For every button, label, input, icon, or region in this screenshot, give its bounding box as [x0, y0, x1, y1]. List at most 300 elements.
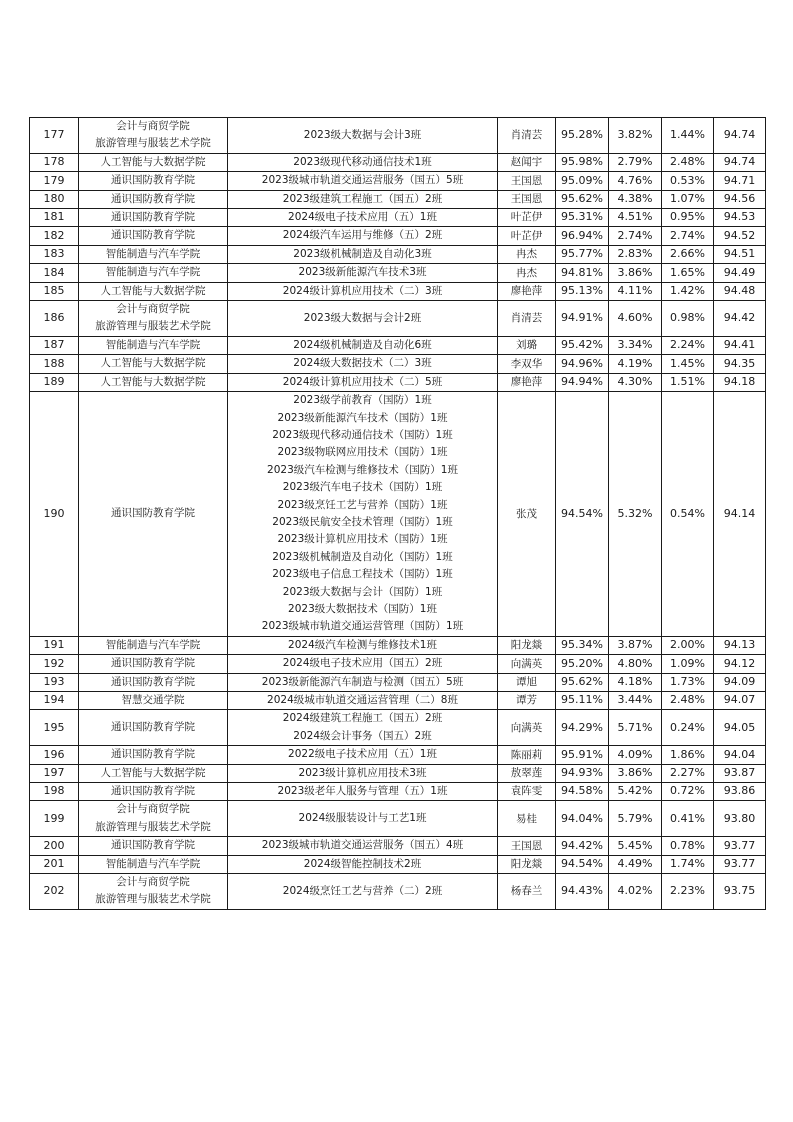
class-line: 2023级民航安全技术管理（国防）1班	[272, 515, 453, 528]
rate-1-cell: 95.42%	[556, 336, 609, 354]
rate-1-cell: 95.20%	[556, 655, 609, 673]
teacher-cell: 肖清芸	[498, 301, 556, 337]
rate-3-cell: 0.24%	[662, 710, 714, 746]
rate-3-cell: 2.66%	[662, 245, 714, 263]
college-line: 智能制造与汽车学院	[105, 338, 201, 351]
rate-1-cell: 95.11%	[556, 692, 609, 710]
class-line: 2023级大数据与会计（国防）1班	[282, 585, 443, 598]
class-line: 2023级城市轨道交通运营管理（国防）1班	[261, 620, 464, 633]
college-line: 通识国防教育学院	[111, 657, 195, 670]
college-cell	[79, 636, 228, 654]
class-line: 2022级电子技术应用（五）1班	[288, 748, 437, 761]
rate-2-cell: 3.82%	[609, 118, 662, 154]
class-line: 2023级汽车检测与维修技术（国防）1班	[267, 463, 458, 476]
class-cell	[228, 837, 498, 855]
table-row	[30, 801, 766, 837]
class-line: 2024级会计事务（国五）2班	[293, 729, 432, 742]
table-row	[30, 209, 766, 227]
class-line: 2024级烹饪工艺与营养（二）2班	[282, 884, 443, 897]
score-cell: 94.12	[714, 655, 766, 673]
score-cell: 94.07	[714, 692, 766, 710]
score-cell: 93.87	[714, 764, 766, 782]
college-line: 旅游管理与服装艺术学院	[95, 137, 211, 150]
rate-2-cell: 2.83%	[609, 245, 662, 263]
row-number-cell: 186	[30, 301, 79, 337]
class-cell	[228, 655, 498, 673]
row-number-cell: 178	[30, 153, 79, 171]
class-cell	[228, 153, 498, 171]
score-cell: 94.71	[714, 172, 766, 190]
college-cell	[79, 783, 228, 801]
rate-3-cell: 0.53%	[662, 172, 714, 190]
row-number-cell: 199	[30, 801, 79, 837]
class-line: 2024级电子技术应用（五）1班	[288, 211, 437, 224]
college-line: 人工智能与大数据学院	[100, 375, 206, 388]
class-cell	[228, 227, 498, 245]
college-line: 通识国防教育学院	[111, 211, 195, 224]
rate-3-cell: 1.73%	[662, 673, 714, 691]
row-number-cell: 202	[30, 874, 79, 910]
rate-2-cell: 4.09%	[609, 746, 662, 764]
rate-1-cell: 94.81%	[556, 264, 609, 282]
rate-2-cell: 5.42%	[609, 783, 662, 801]
teacher-cell: 易桂	[498, 801, 556, 837]
score-cell: 94.51	[714, 245, 766, 263]
rate-3-cell: 1.42%	[662, 282, 714, 300]
rate-3-cell: 2.23%	[662, 874, 714, 910]
class-cell	[228, 245, 498, 263]
row-number-cell: 184	[30, 264, 79, 282]
rate-3-cell: 2.48%	[662, 153, 714, 171]
college-cell	[79, 172, 228, 190]
rate-2-cell: 5.71%	[609, 710, 662, 746]
college-cell	[79, 373, 228, 391]
teacher-cell: 廖艳萍	[498, 282, 556, 300]
row-number-cell: 185	[30, 282, 79, 300]
class-line: 2024级服装设计与工艺1班	[298, 812, 427, 825]
rate-3-cell: 2.48%	[662, 692, 714, 710]
rate-2-cell: 4.19%	[609, 355, 662, 373]
class-line: 2024级城市轨道交通运营管理（二）8班	[267, 694, 458, 706]
rate-1-cell: 94.93%	[556, 764, 609, 782]
class-line: 2024级计算机应用技术（二）3班	[282, 284, 443, 297]
rate-3-cell: 0.54%	[662, 392, 714, 637]
score-cell: 94.74	[714, 153, 766, 171]
rate-2-cell: 4.76%	[609, 172, 662, 190]
college-line: 通识国防教育学院	[111, 229, 195, 242]
teacher-cell: 向满英	[498, 655, 556, 673]
class-line: 2023级学前教育（国防）1班	[293, 394, 432, 407]
college-line: 智能制造与汽车学院	[105, 857, 201, 870]
college-cell	[79, 282, 228, 300]
row-number-cell: 193	[30, 673, 79, 691]
college-line: 通识国防教育学院	[111, 675, 195, 688]
rate-1-cell: 95.77%	[556, 245, 609, 263]
college-cell	[79, 746, 228, 764]
rate-1-cell: 94.43%	[556, 874, 609, 910]
college-cell	[79, 392, 228, 637]
class-line: 2024级大数据技术（二）3班	[293, 357, 432, 370]
rate-2-cell: 4.51%	[609, 209, 662, 227]
teacher-cell: 张茂	[498, 392, 556, 637]
table-row	[30, 336, 766, 354]
row-number-cell: 189	[30, 373, 79, 391]
row-number-cell: 195	[30, 710, 79, 746]
class-line: 2024级智能控制技术2班	[303, 857, 422, 870]
teacher-cell: 赵闻宇	[498, 153, 556, 171]
college-cell	[79, 655, 228, 673]
teacher-cell: 李双华	[498, 355, 556, 373]
score-cell: 94.09	[714, 673, 766, 691]
class-cell	[228, 118, 498, 154]
row-number-cell: 192	[30, 655, 79, 673]
class-cell	[228, 301, 498, 337]
row-number-cell: 177	[30, 118, 79, 154]
class-line: 2023级大数据与会计2班	[303, 311, 422, 324]
college-cell	[79, 153, 228, 171]
score-cell: 93.80	[714, 801, 766, 837]
class-line: 2024级汽车检测与维修技术1班	[288, 638, 437, 651]
college-cell	[79, 209, 228, 227]
row-number-cell: 187	[30, 336, 79, 354]
rate-2-cell: 2.79%	[609, 153, 662, 171]
rate-2-cell: 4.18%	[609, 673, 662, 691]
table-row	[30, 746, 766, 764]
college-cell	[79, 692, 228, 710]
class-cell	[228, 855, 498, 873]
teacher-cell: 肖清芸	[498, 118, 556, 154]
rate-3-cell: 2.00%	[662, 636, 714, 654]
rate-1-cell: 94.94%	[556, 373, 609, 391]
class-line: 2023级新能源汽车制造与检测（国五）5班	[261, 675, 464, 688]
rate-3-cell: 2.24%	[662, 336, 714, 354]
teacher-cell: 阳龙燚	[498, 636, 556, 654]
rate-1-cell: 95.13%	[556, 282, 609, 300]
table-row	[30, 673, 766, 691]
rate-3-cell: 0.95%	[662, 209, 714, 227]
table-row	[30, 837, 766, 855]
rate-2-cell: 4.80%	[609, 655, 662, 673]
table-row	[30, 855, 766, 873]
rate-2-cell: 3.87%	[609, 636, 662, 654]
table-row	[30, 227, 766, 245]
class-line: 2023级机械制造及自动化3班	[293, 247, 432, 260]
class-cell	[228, 746, 498, 764]
rate-1-cell: 94.54%	[556, 855, 609, 873]
class-line: 2023级物联网应用技术（国防）1班	[277, 446, 448, 459]
teacher-cell: 袁阵雯	[498, 783, 556, 801]
rate-1-cell: 94.91%	[556, 301, 609, 337]
table-row	[30, 874, 766, 910]
row-number-cell: 183	[30, 245, 79, 263]
class-line: 2024级电子技术应用（国五）2班	[282, 657, 443, 670]
college-cell	[79, 245, 228, 263]
table-row	[30, 655, 766, 673]
rate-2-cell: 3.86%	[609, 264, 662, 282]
class-line: 2023级城市轨道交通运营服务（国五）5班	[261, 174, 464, 187]
rate-1-cell: 94.54%	[556, 392, 609, 637]
class-line: 2023级现代移动通信技术（国防）1班	[272, 428, 453, 441]
class-line: 2023级大数据技术（国防）1班	[288, 602, 437, 615]
rate-1-cell: 94.58%	[556, 783, 609, 801]
row-number-cell: 191	[30, 636, 79, 654]
class-cell	[228, 710, 498, 746]
score-cell: 94.49	[714, 264, 766, 282]
score-cell: 93.86	[714, 783, 766, 801]
class-line: 2024级计算机应用技术（二）5班	[282, 375, 443, 388]
rate-3-cell: 1.07%	[662, 190, 714, 208]
rate-3-cell: 2.27%	[662, 764, 714, 782]
class-cell	[228, 172, 498, 190]
rate-1-cell: 96.94%	[556, 227, 609, 245]
score-cell: 93.77	[714, 855, 766, 873]
table-row	[30, 190, 766, 208]
college-line: 人工智能与大数据学院	[100, 357, 206, 370]
class-cell	[228, 336, 498, 354]
class-line: 2023级计算机应用技术（国防）1班	[277, 533, 448, 546]
class-cell	[228, 764, 498, 782]
college-line: 人工智能与大数据学院	[100, 284, 206, 297]
rate-3-cell: 1.44%	[662, 118, 714, 154]
rate-1-cell: 95.91%	[556, 746, 609, 764]
rate-2-cell: 3.44%	[609, 692, 662, 710]
score-cell: 94.74	[714, 118, 766, 154]
table-row	[30, 118, 766, 154]
college-cell	[79, 874, 228, 910]
college-line: 通识国防教育学院	[111, 785, 195, 798]
teacher-cell: 谭旭	[498, 673, 556, 691]
score-cell: 93.77	[714, 837, 766, 855]
teacher-cell: 王国恩	[498, 837, 556, 855]
table-row	[30, 172, 766, 190]
table-row	[30, 153, 766, 171]
college-line: 会计与商贸学院	[116, 303, 190, 316]
score-cell: 94.52	[714, 227, 766, 245]
rate-3-cell: 2.74%	[662, 227, 714, 245]
rate-2-cell: 5.45%	[609, 837, 662, 855]
college-cell	[79, 764, 228, 782]
score-cell: 93.75	[714, 874, 766, 910]
class-ranking-table	[29, 117, 766, 910]
row-number-cell: 198	[30, 783, 79, 801]
teacher-cell: 刘璐	[498, 336, 556, 354]
table-row	[30, 764, 766, 782]
class-cell	[228, 692, 498, 710]
college-line: 旅游管理与服装艺术学院	[95, 820, 211, 833]
row-number-cell: 188	[30, 355, 79, 373]
rate-3-cell: 0.72%	[662, 783, 714, 801]
college-line: 智能制造与汽车学院	[105, 247, 201, 260]
college-cell	[79, 118, 228, 154]
score-cell: 94.42	[714, 301, 766, 337]
table-row	[30, 264, 766, 282]
rate-1-cell: 94.29%	[556, 710, 609, 746]
rate-2-cell: 2.74%	[609, 227, 662, 245]
college-cell	[79, 190, 228, 208]
class-cell	[228, 373, 498, 391]
rate-2-cell: 4.38%	[609, 190, 662, 208]
rate-3-cell: 0.98%	[662, 301, 714, 337]
row-number-cell: 201	[30, 855, 79, 873]
class-line: 2023级老年人服务与管理（五）1班	[277, 785, 448, 798]
class-cell	[228, 392, 498, 637]
college-line: 会计与商贸学院	[116, 120, 190, 132]
rate-1-cell: 94.42%	[556, 837, 609, 855]
table-row	[30, 392, 766, 637]
college-line: 人工智能与大数据学院	[100, 766, 206, 779]
class-cell	[228, 874, 498, 910]
row-number-cell: 196	[30, 746, 79, 764]
score-cell: 94.56	[714, 190, 766, 208]
rate-1-cell: 95.09%	[556, 172, 609, 190]
class-line: 2023级新能源汽车技术（国防）1班	[277, 411, 448, 424]
class-cell	[228, 783, 498, 801]
college-line: 会计与商贸学院	[116, 876, 190, 889]
table-row	[30, 692, 766, 710]
rate-3-cell: 1.51%	[662, 373, 714, 391]
score-cell: 94.35	[714, 355, 766, 373]
rate-3-cell: 0.41%	[662, 801, 714, 837]
teacher-cell: 冉杰	[498, 264, 556, 282]
class-line: 2023级大数据与会计3班	[303, 128, 422, 141]
row-number-cell: 179	[30, 172, 79, 190]
college-line: 人工智能与大数据学院	[100, 155, 206, 168]
table-row	[30, 282, 766, 300]
table-row	[30, 373, 766, 391]
table-row	[30, 783, 766, 801]
teacher-cell: 阳龙燚	[498, 855, 556, 873]
table-row	[30, 710, 766, 746]
college-cell	[79, 837, 228, 855]
class-line: 2023级电子信息工程技术（国防）1班	[272, 568, 453, 581]
row-number-cell: 181	[30, 209, 79, 227]
row-number-cell: 180	[30, 190, 79, 208]
class-line: 2023级计算机应用技术3班	[298, 766, 427, 779]
rate-1-cell: 95.62%	[556, 190, 609, 208]
college-cell	[79, 710, 228, 746]
teacher-cell: 廖艳萍	[498, 373, 556, 391]
college-cell	[79, 227, 228, 245]
college-cell	[79, 801, 228, 837]
rate-2-cell: 5.32%	[609, 392, 662, 637]
class-line: 2024级机械制造及自动化6班	[293, 338, 432, 351]
rate-3-cell: 0.78%	[662, 837, 714, 855]
college-line: 通识国防教育学院	[111, 192, 195, 205]
rate-2-cell: 4.11%	[609, 282, 662, 300]
row-number-cell: 194	[30, 692, 79, 710]
class-cell	[228, 190, 498, 208]
college-line: 智能制造与汽车学院	[105, 266, 201, 279]
table-body	[30, 118, 766, 910]
rate-1-cell: 95.62%	[556, 673, 609, 691]
teacher-cell: 杨春兰	[498, 874, 556, 910]
college-cell	[79, 673, 228, 691]
score-cell: 94.05	[714, 710, 766, 746]
rate-1-cell: 95.98%	[556, 153, 609, 171]
rate-2-cell: 3.86%	[609, 764, 662, 782]
college-line: 智慧交通学院	[121, 694, 185, 706]
teacher-cell: 陈丽莉	[498, 746, 556, 764]
college-cell	[79, 301, 228, 337]
class-line: 2023级新能源汽车技术3班	[298, 266, 427, 279]
rate-1-cell: 95.31%	[556, 209, 609, 227]
score-cell: 94.13	[714, 636, 766, 654]
rate-1-cell: 94.04%	[556, 801, 609, 837]
class-cell	[228, 282, 498, 300]
rate-2-cell: 4.60%	[609, 301, 662, 337]
table-row	[30, 301, 766, 337]
teacher-cell: 王国恩	[498, 172, 556, 190]
college-line: 旅游管理与服装艺术学院	[95, 893, 211, 906]
class-line: 2023级城市轨道交通运营服务（国五）4班	[261, 839, 464, 852]
class-line: 2023级建筑工程施工（国五）2班	[282, 192, 443, 205]
score-cell: 94.04	[714, 746, 766, 764]
rate-2-cell: 4.30%	[609, 373, 662, 391]
class-line: 2023级现代移动通信技术1班	[293, 155, 432, 168]
college-line: 会计与商贸学院	[116, 803, 190, 816]
college-cell	[79, 336, 228, 354]
row-number-cell: 182	[30, 227, 79, 245]
rate-3-cell: 1.86%	[662, 746, 714, 764]
teacher-cell: 冉杰	[498, 245, 556, 263]
rate-1-cell: 95.34%	[556, 636, 609, 654]
class-cell	[228, 355, 498, 373]
class-line: 2024级建筑工程施工（国五）2班	[282, 712, 443, 725]
class-cell	[228, 636, 498, 654]
college-line: 通识国防教育学院	[111, 507, 195, 520]
row-number-cell: 200	[30, 837, 79, 855]
rate-2-cell: 4.02%	[609, 874, 662, 910]
score-cell: 94.41	[714, 336, 766, 354]
college-line: 旅游管理与服装艺术学院	[95, 320, 211, 333]
rate-1-cell: 95.28%	[556, 118, 609, 154]
rate-2-cell: 5.79%	[609, 801, 662, 837]
rate-3-cell: 1.09%	[662, 655, 714, 673]
teacher-cell: 叶芷伊	[498, 209, 556, 227]
rate-2-cell: 3.34%	[609, 336, 662, 354]
rate-2-cell: 4.49%	[609, 855, 662, 873]
table-row	[30, 636, 766, 654]
rate-3-cell: 1.74%	[662, 855, 714, 873]
class-line: 2024级汽车运用与维修（五）2班	[282, 229, 443, 242]
college-cell	[79, 264, 228, 282]
teacher-cell: 谭芳	[498, 692, 556, 710]
class-cell	[228, 673, 498, 691]
class-cell	[228, 801, 498, 837]
college-line: 智能制造与汽车学院	[105, 638, 201, 651]
college-cell	[79, 855, 228, 873]
college-line: 通识国防教育学院	[111, 839, 195, 852]
teacher-cell: 向满英	[498, 710, 556, 746]
class-line: 2023级烹饪工艺与营养（国防）1班	[277, 498, 448, 511]
class-cell	[228, 209, 498, 227]
class-line: 2023级汽车电子技术（国防）1班	[282, 481, 443, 494]
row-number-cell: 197	[30, 764, 79, 782]
class-line: 2023级机械制造及自动化（国防）1班	[272, 550, 453, 563]
table-row	[30, 245, 766, 263]
score-cell: 94.48	[714, 282, 766, 300]
college-line: 通识国防教育学院	[111, 748, 195, 761]
rate-3-cell: 1.65%	[662, 264, 714, 282]
row-number-cell: 190	[30, 392, 79, 637]
table-row	[30, 355, 766, 373]
rate-1-cell: 94.96%	[556, 355, 609, 373]
college-line: 通识国防教育学院	[111, 721, 195, 734]
score-cell: 94.18	[714, 373, 766, 391]
teacher-cell: 王国恩	[498, 190, 556, 208]
college-cell	[79, 355, 228, 373]
teacher-cell: 叶芷伊	[498, 227, 556, 245]
